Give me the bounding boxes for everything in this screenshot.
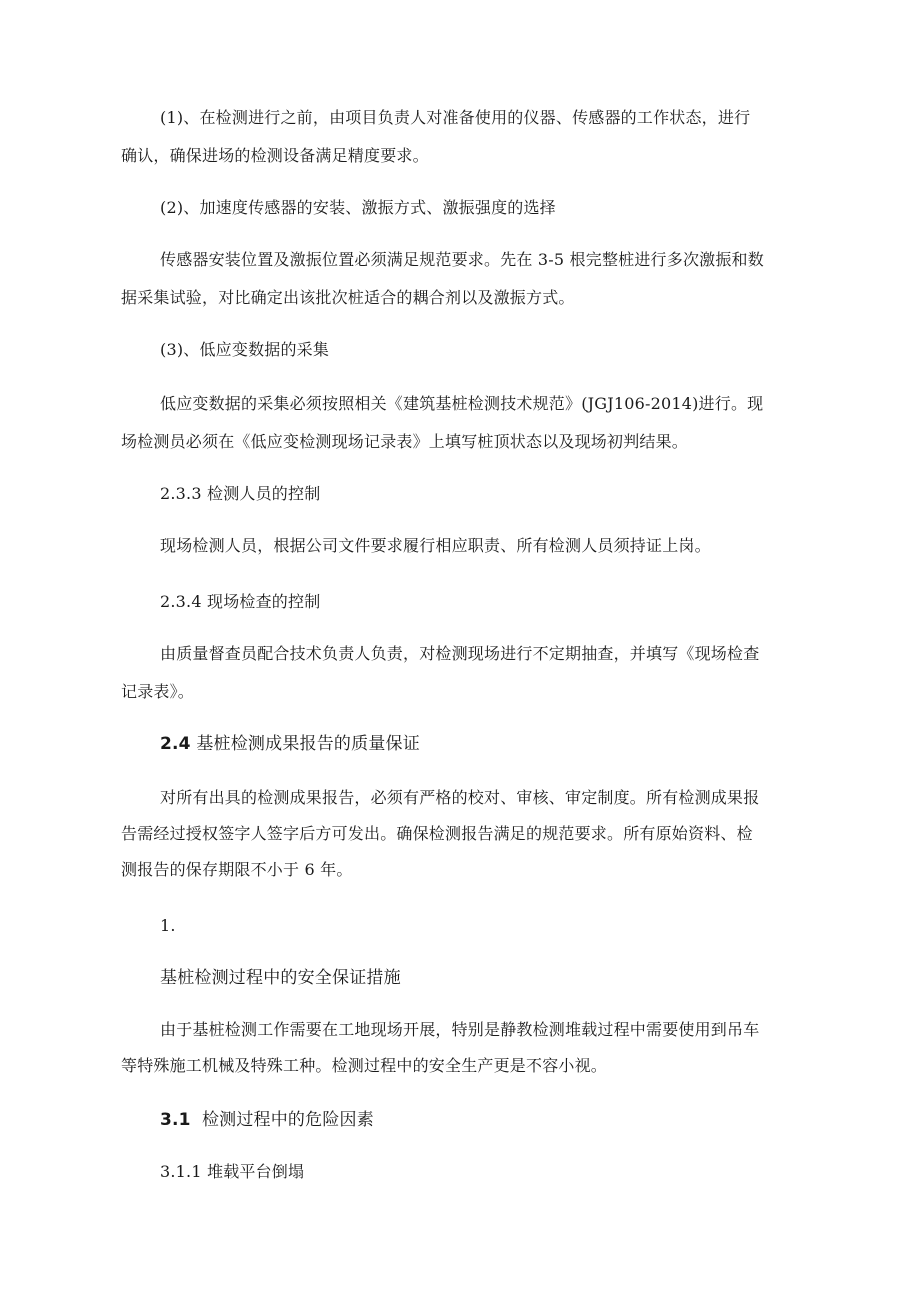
section-safety-line2: 等特殊施工机械及特殊工种。检测过程中的安全生产更是不容小视。 bbox=[121, 1056, 608, 1075]
item2-line2: 据采集试验，对比确定出该批次桩适合的耦合剂以及激振方式。 bbox=[121, 288, 575, 307]
section-2-3-4-heading: 2.3.4 现场检查的控制 bbox=[160, 592, 321, 611]
section-2-4-heading bbox=[160, 734, 420, 754]
item3-line2: 场检测员必须在《低应变检测现场记录表》上填写桩顶状态以及现场初判结果。 bbox=[121, 432, 689, 451]
section-2-3-4-line1: 由质量督查员配合技术负责人负责，对检测现场进行不定期抽查，并填写《现场检查 bbox=[160, 644, 760, 663]
section-2-4-line1: 对所有出具的检测成果报告，必须有严格的校对、审核、审定制度。所有检测成果报 bbox=[160, 788, 760, 807]
item2-line1: 传感器安装位置及激振位置必须满足规范要求。先在 3-5 根完整桩进行多次激振和数 bbox=[160, 250, 764, 269]
section-2-4-line2: 告需经过授权签字人签字后方可发出。确保检测报告满足的规范要求。所有原始资料、检 bbox=[121, 824, 753, 843]
section-safety-line1: 由于基桩检测工作需要在工地现场开展，特别是静教检测堆载过程中需要使用到吊车 bbox=[160, 1020, 760, 1039]
item3-line1: 低应变数据的采集必须按照相关《建筑基桩检测技术规范》(JGJ106-2014)进行。现 bbox=[160, 394, 764, 413]
section-3-1-number: 3.1 bbox=[160, 1110, 191, 1130]
section-2-3-4-line2: 记录表》。 bbox=[121, 682, 195, 701]
section-2-4-line3: 测报告的保存期限不小于 6 年。 bbox=[121, 860, 353, 879]
section-safety-heading: 基桩检测过程中的安全保证措施 bbox=[160, 968, 401, 988]
item2-heading: (2)、加速度传感器的安装、激振方式、激振强度的选择 bbox=[160, 198, 556, 217]
item1-line1: (1)、在检测进行之前，由项目负责人对准备使用的仪器、传感器的工作状态，进行 bbox=[160, 108, 751, 127]
section-2-4-number: 2.4 bbox=[160, 734, 191, 754]
item1-line2: 确认，确保进场的检测设备满足精度要求。 bbox=[121, 146, 429, 165]
list-marker: 1. bbox=[160, 916, 176, 935]
item3-heading: (3)、低应变数据的采集 bbox=[160, 340, 330, 359]
section-2-4-title: 基桩检测成果报告的质量保证 bbox=[196, 734, 420, 754]
section-3-1-1-heading: 3.1.1 堆载平台倒塌 bbox=[160, 1162, 305, 1181]
section-3-1-heading bbox=[160, 1110, 374, 1130]
section-3-1-title: 检测过程中的危险因素 bbox=[201, 1110, 374, 1130]
section-2-3-3-heading: 2.3.3 检测人员的控制 bbox=[160, 484, 321, 503]
section-2-3-3-line1: 现场检测人员，根据公司文件要求履行相应职责、所有检测人员须持证上岗。 bbox=[160, 536, 711, 555]
